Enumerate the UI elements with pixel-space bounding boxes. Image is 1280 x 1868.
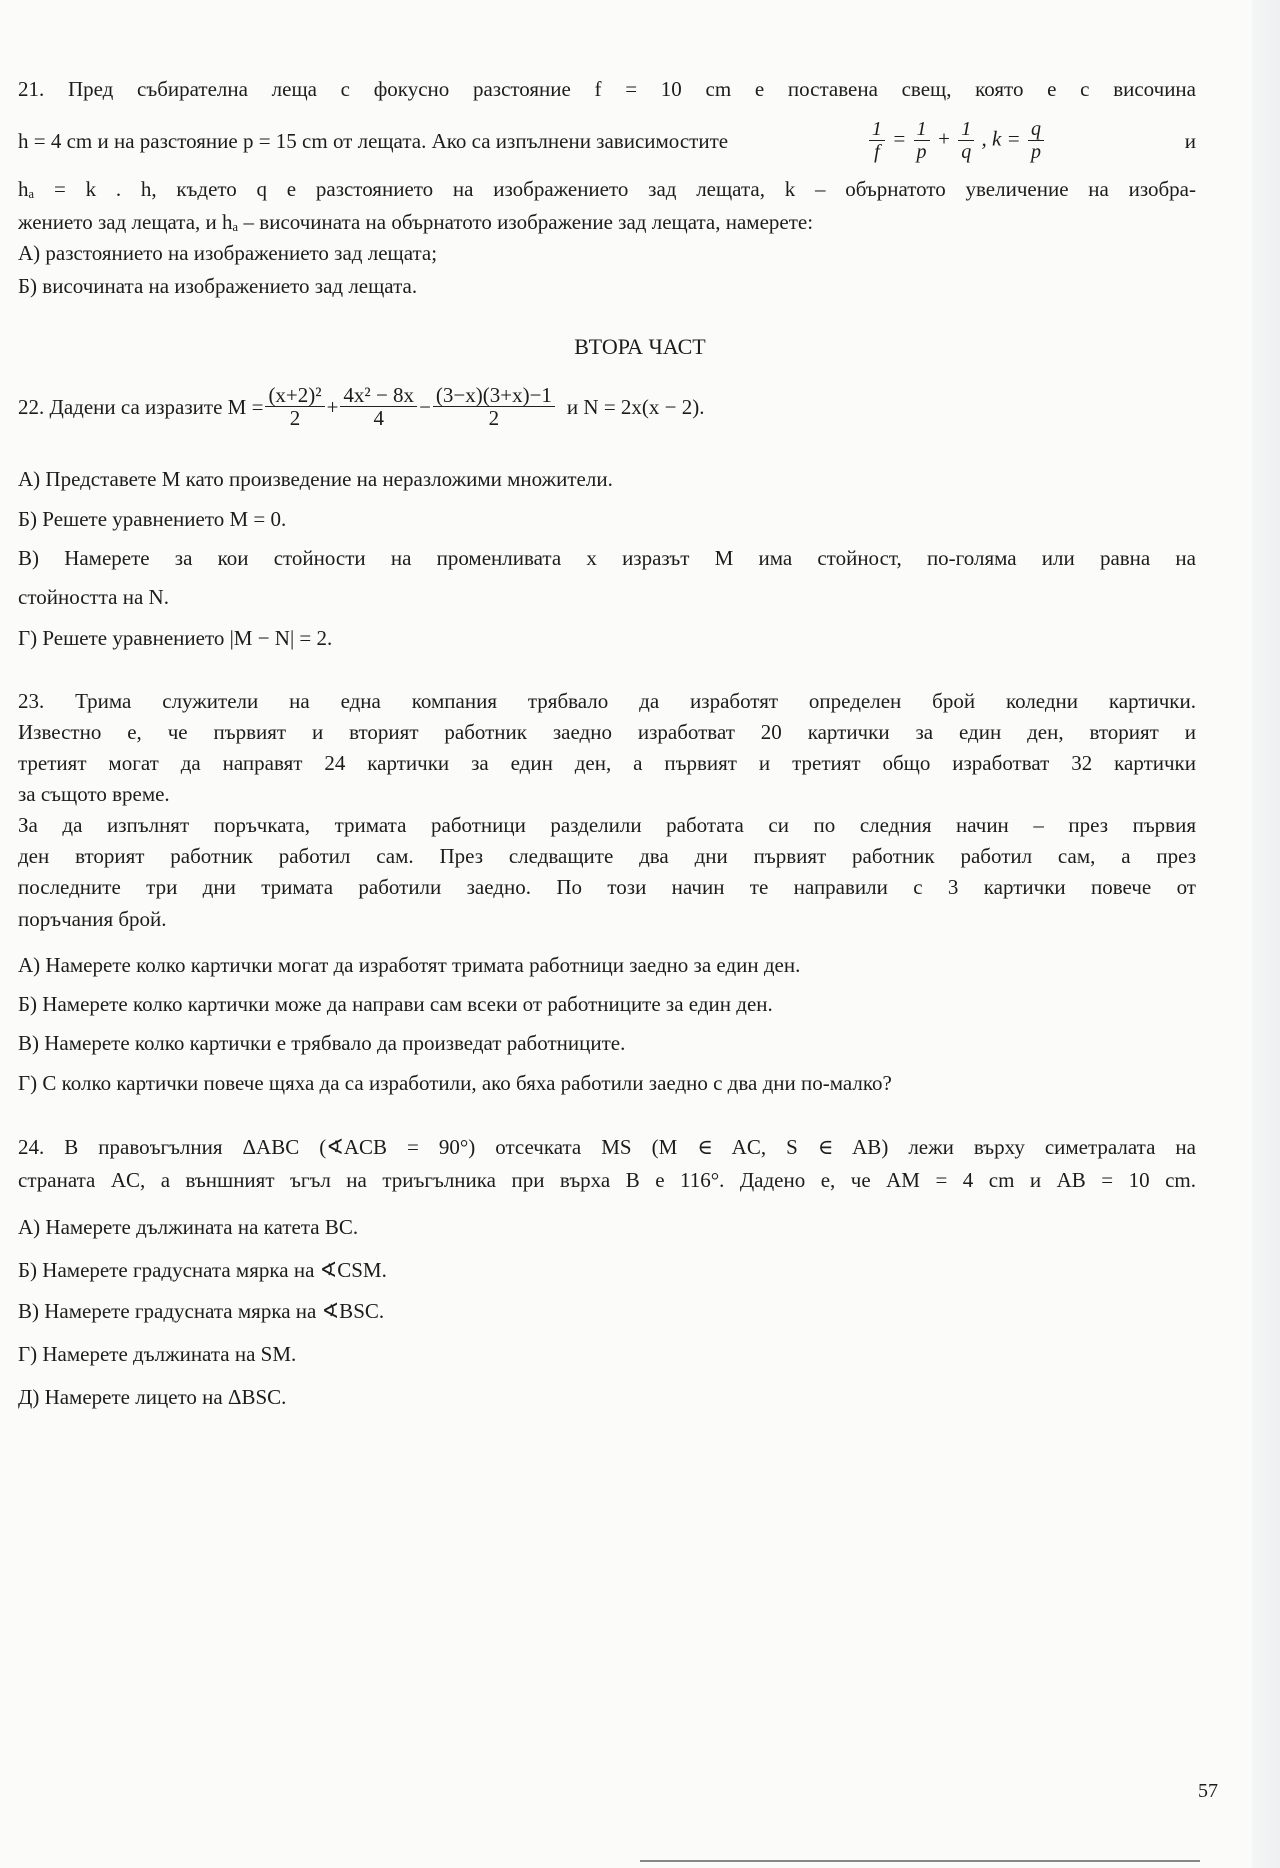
problem-22-intro: 22. Дадени са изразите M = — [18, 394, 264, 419]
problem-23-part-d: Г) С колко картички повече щяха да са изработили, ако бяха работили заедно с два дни по-малко? — [18, 1071, 892, 1095]
problem-24-part-d: Г) Намерете дължината на SM. — [18, 1342, 297, 1366]
lens-formula — [867, 118, 1046, 163]
scan-edge — [1252, 0, 1280, 1868]
section-title: ВТОРА ЧАСТ — [574, 334, 706, 359]
problem-22-part-c: В) Намерете за кои стойности на променливата x изразът M има стойност, по-голяма или равна на — [18, 546, 1196, 570]
problem-23-line: за същото време. — [18, 782, 170, 806]
problem-22-part-c-cont: стойността на N. — [18, 585, 169, 609]
problem-21-line: hₐ = k . h, където q е разстоянието на изображението зад лещата, k – обърнатото увеличение на изобра- — [18, 177, 1196, 201]
problem-23-part-c: В) Намерете колко картички е трябвало да произведат работниците. — [18, 1031, 626, 1055]
problem-22-part-a: А) Представете M като произведение на неразложими множители. — [18, 467, 613, 491]
problem-21-line: жението зад лещата, и hₐ – височината на обърнатото изображение зад лещата, намерете: — [18, 210, 814, 234]
problem-24-part-c: В) Намерете градусната мярка на ∢BSC. — [18, 1299, 385, 1323]
operator: + — [326, 394, 339, 419]
numerator: q — [1028, 118, 1044, 141]
denominator: 2 — [289, 406, 301, 430]
problem-24-part-e: Д) Намерете лицето на ΔBSC. — [18, 1385, 287, 1409]
page-number: 57 — [1198, 1780, 1218, 1802]
problem-23-part-b: Б) Намерете колко картички може да направи сам всеки от работниците за един ден. — [18, 992, 773, 1016]
operator: = — [892, 126, 907, 151]
denominator: p — [1030, 141, 1041, 163]
problem-24-line: страната AC, а външният ъгъл на триъгълника при върха B е 116°. Дадено е, че AM = 4 cm и AB = 10 cm. — [18, 1168, 1196, 1192]
problem-21-text-end: и — [1184, 128, 1196, 153]
problem-23-line: ден вторият работник работил сам. През следващите два дни първият работник работил сам, а през — [18, 844, 1196, 868]
denominator: f — [874, 141, 880, 163]
denominator: 4 — [373, 406, 384, 430]
problem-22-part-d: Г) Решете уравнението |M − N| = 2. — [18, 626, 333, 650]
numerator: 4x² − 8x — [340, 384, 417, 407]
problem-21-text: h = 4 cm и на разстояние p = 15 cm от лещата. Ако са изпълнени зависимостите — [18, 128, 729, 153]
denominator: 2 — [488, 406, 500, 430]
operator: − — [419, 394, 431, 419]
problem-23-line: поръчания брой. — [18, 907, 167, 931]
problem-22-tail: и N = 2x(x − 2). — [566, 394, 705, 419]
problem-23-line: Известно е, че първият и вторият работник заедно изработват 20 картички за един ден, вторият и — [18, 720, 1196, 744]
problem-23-part-a: А) Намерете колко картички могат да изработят тримата работници заедно за един ден. — [18, 953, 801, 977]
problem-21-line: 21. Пред събирателна леща с фокусно разстояние f = 10 cm е поставена свещ, която е с височина — [18, 77, 1196, 101]
problem-23-line: За да изпълнят поръчката, тримата работници разделили работата си по следния начин – през първия — [18, 813, 1196, 837]
problem-22-part-b: Б) Решете уравнението M = 0. — [18, 507, 287, 531]
denominator: p — [916, 141, 927, 163]
numerator: 1 — [914, 118, 930, 141]
problem-24-part-a: А) Намерете дължината на катета BC. — [18, 1215, 359, 1239]
problem-21-line — [18, 118, 1196, 163]
problem-24-line: 24. В правоъгълния ΔABC (∢ACB = 90°) отсечката MS (M ∈ AC, S ∈ AB) лежи върху симетралата на — [18, 1135, 1196, 1159]
problem-22-expression — [18, 384, 1196, 429]
problem-21-part-b: Б) височината на изображението зад лещата. — [18, 274, 418, 298]
numerator: (x+2)² — [265, 384, 324, 407]
problem-21-part-a: А) разстоянието на изображението зад лещата; — [18, 241, 438, 265]
problem-23-line: 23. Трима служители на една компания трябвало да изработят определен брой коледни картички. — [18, 689, 1196, 713]
scan-bottom-line — [640, 1860, 1200, 1862]
problem-24-part-b: Б) Намерете градусната мярка на ∢CSM. — [18, 1258, 387, 1282]
problem-23-line: третият могат да направят 24 картички за един ден, а първият и третият общо изработват 32 картички — [18, 751, 1196, 775]
numerator: 1 — [869, 118, 885, 141]
numerator: 1 — [958, 118, 974, 141]
operator: , k = — [981, 126, 1021, 151]
operator: + — [936, 126, 951, 151]
problem-23-line: последните три дни тримата работили заедно. По този начин те направили с 3 картички повече от — [18, 875, 1196, 899]
numerator: (3−x)(3+x)−1 — [433, 384, 555, 407]
denominator: q — [961, 141, 972, 163]
